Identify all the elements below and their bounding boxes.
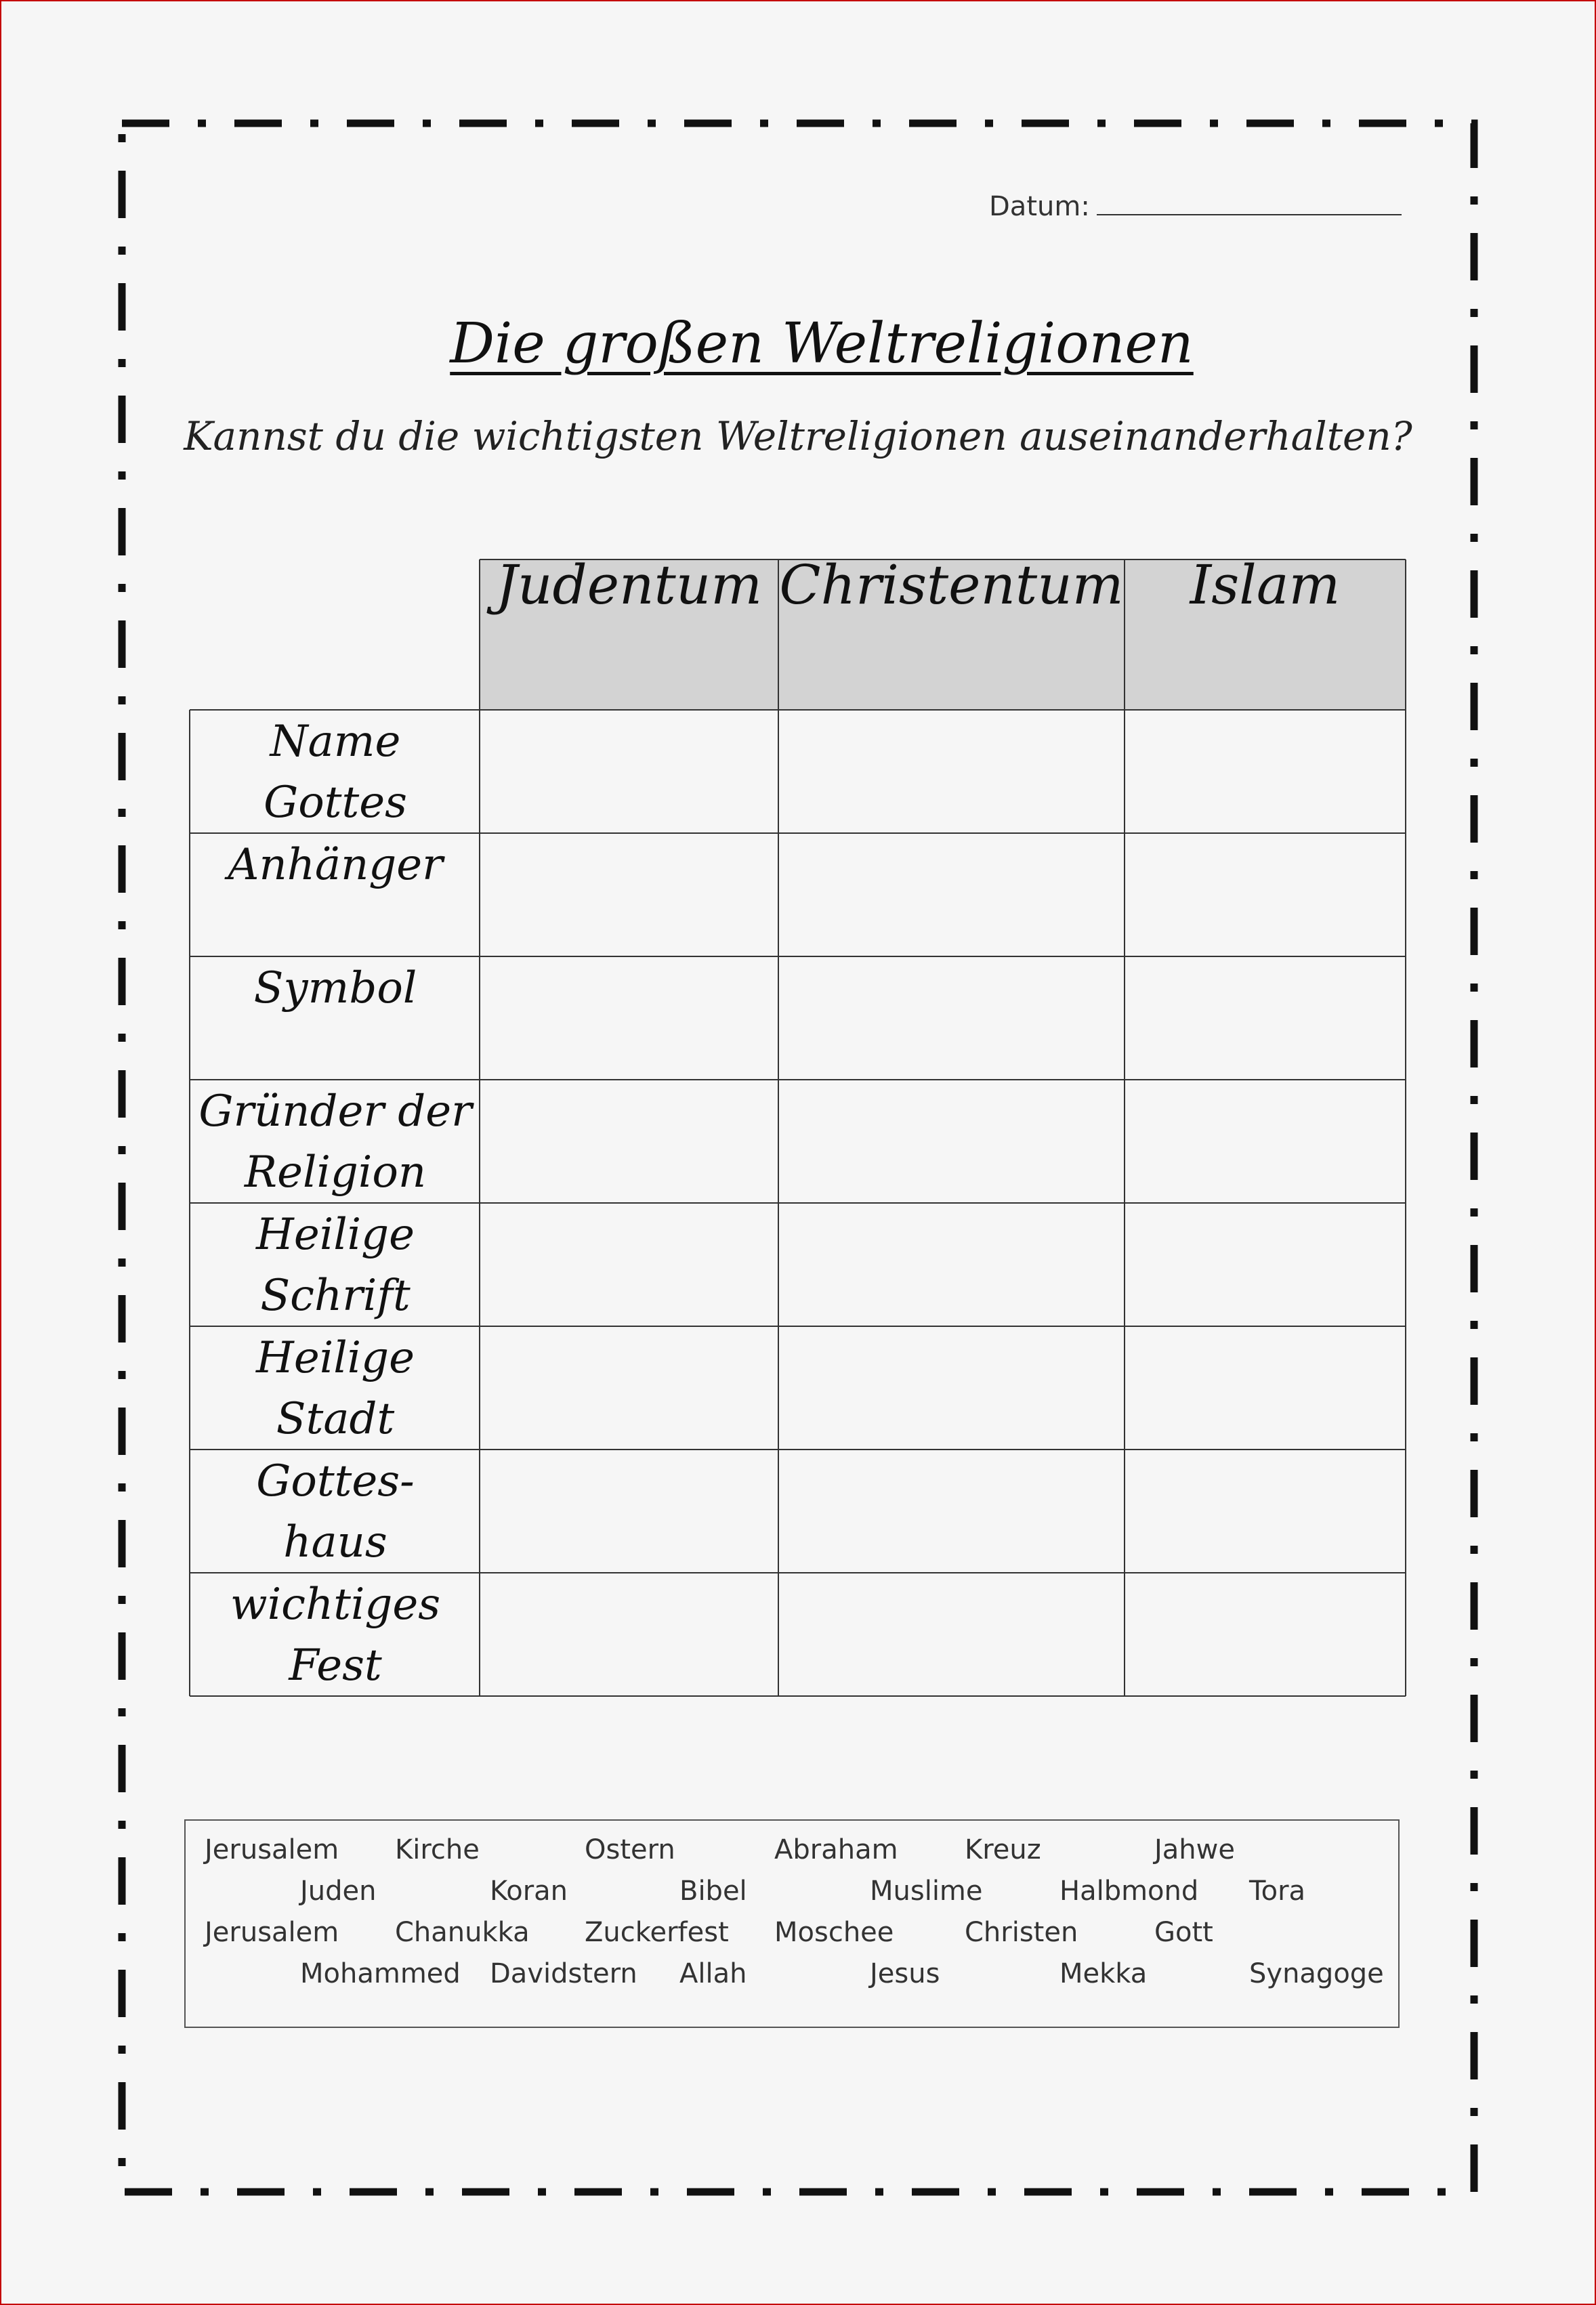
- word-bank-item: Kreuz: [965, 1834, 1041, 1865]
- word-bank-item: Moschee: [774, 1917, 894, 1948]
- worksheet-title: Die großen Weltreligionen: [450, 312, 1194, 376]
- word-bank-item: Muslime: [870, 1876, 983, 1907]
- row-label-symbol: Symbol: [253, 963, 417, 1013]
- word-bank-item: Zuckerfest: [585, 1917, 729, 1948]
- row-label-important-festival: wichtiges Fest: [230, 1580, 441, 1691]
- word-bank-item: Chanukka: [395, 1917, 530, 1948]
- word-bank-item: Jerusalem: [205, 1917, 339, 1948]
- word-bank-item: Mekka: [1059, 1958, 1148, 1989]
- word-bank-item: Jesus: [870, 1958, 940, 1989]
- word-bank-item: Jerusalem: [205, 1834, 339, 1865]
- word-bank-item: Bibel: [679, 1876, 747, 1907]
- word-bank-item: Christen: [965, 1917, 1078, 1948]
- row-label-holy-scripture: Heilige Schrift: [256, 1210, 415, 1321]
- word-bank-item: Abraham: [774, 1834, 898, 1865]
- row-label-house-of-worship: Gottes- haus: [256, 1456, 415, 1567]
- worksheet-subtitle: Kannst du die wichtigsten Weltreligionen auseinanderhalten?: [184, 413, 1412, 459]
- column-header-islam: Islam: [1190, 553, 1341, 616]
- row-label-followers: Anhänger: [228, 840, 443, 890]
- word-bank-item: Tora: [1249, 1876, 1306, 1907]
- column-header-christianity: Christentum: [779, 553, 1124, 616]
- word-bank-item: Jahwe: [1154, 1834, 1235, 1865]
- word-bank-item: Allah: [679, 1958, 747, 1989]
- word-bank-item: Juden: [300, 1876, 377, 1907]
- date-label: Datum:: [989, 191, 1090, 222]
- word-bank-item: Davidstern: [490, 1958, 637, 1989]
- row-label-holy-city: Heilige Stadt: [256, 1333, 415, 1444]
- word-bank-item: Synagoge: [1249, 1958, 1384, 1989]
- word-bank-item: Koran: [490, 1876, 568, 1907]
- column-header-judaism: Judentum: [495, 553, 763, 616]
- word-bank-item: Halbmond: [1059, 1876, 1199, 1907]
- row-label-name-of-god: Name Gottes: [264, 717, 407, 828]
- word-bank-item: Ostern: [585, 1834, 675, 1865]
- word-bank-item: Mohammed: [300, 1958, 461, 1989]
- row-label-founder: Gründer der Religion: [198, 1086, 472, 1198]
- word-bank-item: Kirche: [395, 1834, 480, 1865]
- word-bank-item: Gott: [1154, 1917, 1213, 1948]
